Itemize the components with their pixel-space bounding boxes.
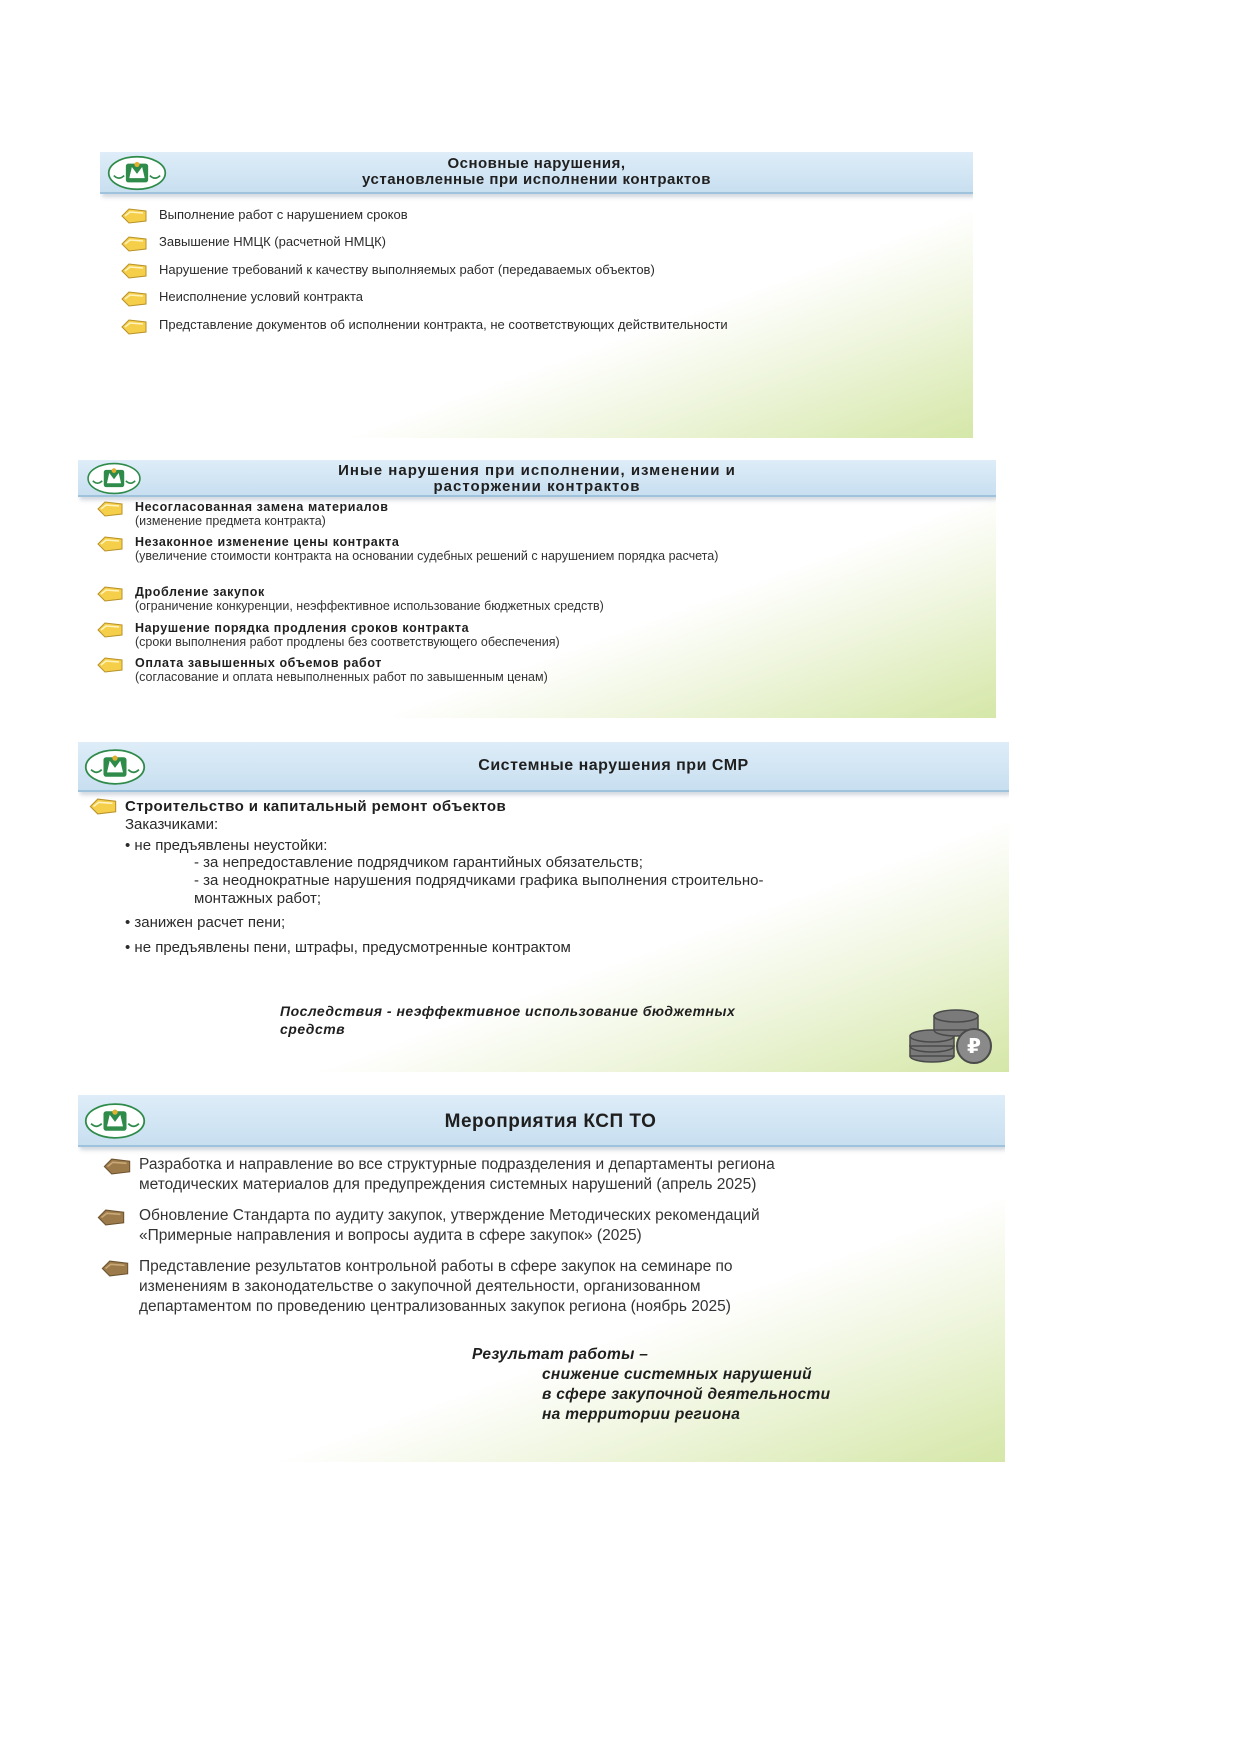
list-item bbox=[135, 535, 965, 563]
result-line: в сфере закупочной деятельности bbox=[542, 1386, 831, 1403]
slide-title bbox=[78, 463, 996, 495]
item-detail: (изменение предмета контракта) bbox=[135, 514, 326, 528]
item-heading: Несогласованная замена материалов bbox=[135, 500, 389, 514]
title-line-1: Основные нарушения, bbox=[447, 155, 626, 172]
point-text: занижен расчет пени; bbox=[134, 914, 286, 931]
consequence-line: Последствия - неэффективное использование бюджетных bbox=[280, 1003, 736, 1019]
item-detail: (ограничение конкуренции, неэффективное использование бюджетных средств) bbox=[135, 599, 604, 613]
point-penalties: • не предъявлены неустойки: bbox=[125, 837, 328, 854]
ksp-logo-icon bbox=[84, 746, 146, 788]
slide-systemic-violations bbox=[78, 742, 1009, 1072]
list-item: Выполнение работ с нарушением сроков bbox=[159, 207, 408, 222]
slide-header bbox=[78, 742, 1009, 792]
list-item: Представление документов об исполнении контракта, не соответствующих действительности bbox=[159, 317, 728, 332]
result-line: на территории региона bbox=[542, 1406, 741, 1423]
dash-item bbox=[194, 872, 763, 908]
slide-title: Системные нарушения при СМР bbox=[478, 757, 749, 774]
item-line: Разработка и направление во все структурные подразделения и департаменты региона bbox=[139, 1156, 775, 1173]
item-line: изменениям в законодательстве о закупочной деятельности, организованном bbox=[139, 1278, 701, 1295]
slide-title: Мероприятия КСП ТО bbox=[444, 1111, 657, 1132]
item-heading: Нарушение порядка продления сроков контракта bbox=[135, 621, 470, 635]
point-text: не предъявлены пени, штрафы, предусмотренные контрактом bbox=[134, 939, 571, 956]
title-line-1: Иные нарушения при исполнении, изменении и bbox=[338, 462, 736, 479]
section-heading: Строительство и капитальный ремонт объектов bbox=[125, 798, 507, 815]
item-line: Обновление Стандарта по аудиту закупок, утверждение Методических рекомендаций bbox=[139, 1207, 760, 1224]
bullet-icon bbox=[120, 207, 148, 225]
bullet-icon bbox=[120, 318, 148, 336]
list-item bbox=[135, 585, 965, 613]
slide-header bbox=[78, 460, 996, 497]
item-heading: Незаконное изменение цены контракта bbox=[135, 535, 400, 549]
slide-header bbox=[78, 1095, 1005, 1147]
coins-ruble-icon bbox=[906, 1004, 998, 1068]
result-line: снижение системных нарушений bbox=[542, 1366, 812, 1383]
bullet-icon bbox=[96, 1208, 126, 1227]
point-fines: • занижен расчет пени; bbox=[125, 914, 286, 931]
item-line: Представление результатов контрольной работы в сфере закупок на семинаре по bbox=[139, 1258, 733, 1275]
bullet-icon bbox=[102, 1157, 132, 1176]
bullet-icon bbox=[120, 290, 148, 308]
title-line-2: установленные при исполнении контрактов bbox=[362, 170, 711, 188]
customers-label: Заказчиками: bbox=[125, 816, 219, 833]
list-item: Неисполнение условий контракта bbox=[159, 289, 364, 304]
list-item bbox=[135, 656, 965, 684]
bullet-icon bbox=[96, 585, 124, 603]
bullet-icon bbox=[88, 797, 118, 816]
slide-title bbox=[100, 156, 973, 188]
bullet-icon bbox=[96, 535, 124, 553]
bullet-icon bbox=[120, 235, 148, 253]
item-detail: (увеличение стоимости контракта на основании судебных решений с нарушением порядка расчета) bbox=[135, 549, 719, 563]
slide-header bbox=[100, 152, 973, 194]
dash-line: - за неоднократные нарушения подрядчиками графика выполнения строительно- bbox=[194, 872, 764, 889]
list-item: Завышение НМЦК (расчетной НМЦК) bbox=[159, 234, 386, 249]
consequence-line: средств bbox=[280, 1021, 346, 1037]
dash-item: - за непредоставление подрядчиком гарантийных обязательств; bbox=[194, 854, 643, 871]
list-item bbox=[135, 500, 965, 528]
item-heading: Оплата завышенных объемов работ bbox=[135, 656, 382, 670]
result-line: Результат работы – bbox=[472, 1346, 649, 1363]
bullet-icon bbox=[96, 500, 124, 518]
dash-line: монтажных работ; bbox=[194, 890, 322, 907]
list-item: Нарушение требований к качеству выполняемых работ (передаваемых объектов) bbox=[159, 262, 655, 277]
list-item bbox=[139, 1206, 760, 1246]
bullet-icon bbox=[100, 1259, 130, 1278]
item-line: «Примерные направления и вопросы аудита в сфере закупок» (2025) bbox=[139, 1227, 642, 1244]
item-heading: Дробление закупок bbox=[135, 585, 265, 599]
slide-main-violations bbox=[100, 152, 973, 438]
list-item bbox=[135, 621, 965, 649]
item-detail: (сроки выполнения работ продлены без соответствующего обеспечения) bbox=[135, 635, 560, 649]
consequence-note bbox=[280, 1002, 735, 1038]
ruble-symbol: ₽ bbox=[967, 1034, 981, 1058]
point-penalties-contract: • не предъявлены пени, штрафы, предусмотренные контрактом bbox=[125, 939, 571, 956]
list-item bbox=[139, 1155, 775, 1195]
bullet-icon bbox=[120, 262, 148, 280]
list-item bbox=[139, 1257, 733, 1317]
slide-other-violations bbox=[78, 460, 996, 718]
item-line: департаментом по проведению централизованных закупок региона (ноябрь 2025) bbox=[139, 1298, 731, 1315]
slide-ksp-measures bbox=[78, 1095, 1005, 1462]
item-line: методических материалов для предупреждения системных нарушений (апрель 2025) bbox=[139, 1176, 757, 1193]
item-detail: (согласование и оплата невыполненных работ по завышенным ценам) bbox=[135, 670, 548, 684]
bullet-icon bbox=[96, 621, 124, 639]
title-line-2: расторжении контрактов bbox=[433, 477, 641, 495]
bullet-icon bbox=[96, 656, 124, 674]
point-text: не предъявлены неустойки: bbox=[134, 837, 328, 854]
result-note bbox=[472, 1345, 830, 1425]
